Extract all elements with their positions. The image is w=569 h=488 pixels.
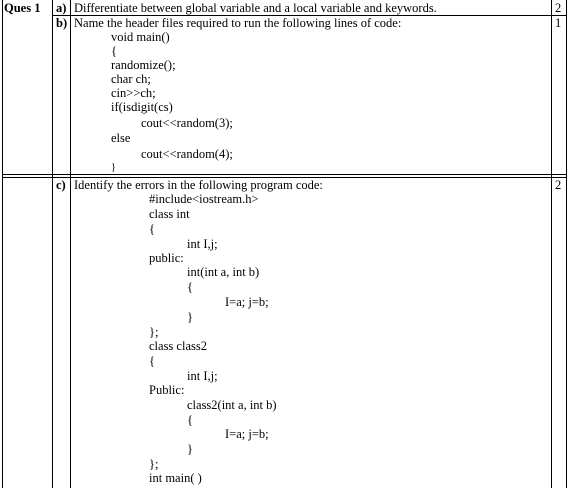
code-line: { [111,44,117,58]
code-line: public: [149,251,184,265]
code-line: char ch; [111,72,151,86]
code-line: class2(int a, int b) [187,398,277,412]
code-line: } [187,442,193,456]
code-line: int I,j; [187,369,218,383]
code-line: Public: [149,383,185,397]
code-line: } [111,162,116,173]
part-c-letter: c) [56,178,66,192]
code-line: { [187,280,193,294]
table-border-right [566,0,567,488]
col-divider-3 [551,0,552,488]
code-line: void main() [111,30,170,44]
code-line: if(isdigit(cs) [111,100,173,114]
code-line: int I,j; [187,237,218,251]
part-b-letter: b) [56,16,68,30]
code-line: } [187,310,193,324]
part-a-marks: 2 [555,1,562,15]
code-line: { [149,354,155,368]
question-label: Ques 1 [4,1,41,15]
code-line: randomize(); [111,58,176,72]
code-line: }; [149,325,159,339]
code-line: int(int a, int b) [187,265,260,279]
code-line: class class2 [149,339,207,353]
code-line: cout<<random(4); [141,147,233,161]
code-line: I=a; j=b; [225,427,269,441]
part-c-marks: 2 [555,178,562,192]
part-a-text: Differentiate between global variable and a local variable and keywords. [74,1,437,15]
code-line: { [187,413,193,427]
code-line: }; [149,457,159,471]
part-b-marks: 1 [555,16,562,30]
code-line: else [111,131,131,145]
code-line: int main( ) [149,471,202,485]
code-line: { [149,222,155,236]
col-divider-1 [52,0,53,488]
part-c-text: Identify the errors in the following program code: [74,178,323,192]
code-line: cout<<random(3); [141,116,233,130]
row-divider-bc [2,174,567,175]
table-border-left [2,0,3,488]
code-line: I=a; j=b; [225,295,269,309]
code-line: cin>>ch; [111,86,156,100]
code-line: #include<iostream.h> [149,192,259,206]
col-divider-2 [70,0,71,488]
part-b-text: Name the header files required to run the following lines of code: [74,16,402,30]
part-a-letter: a) [56,1,67,15]
code-line: class int [149,207,190,221]
